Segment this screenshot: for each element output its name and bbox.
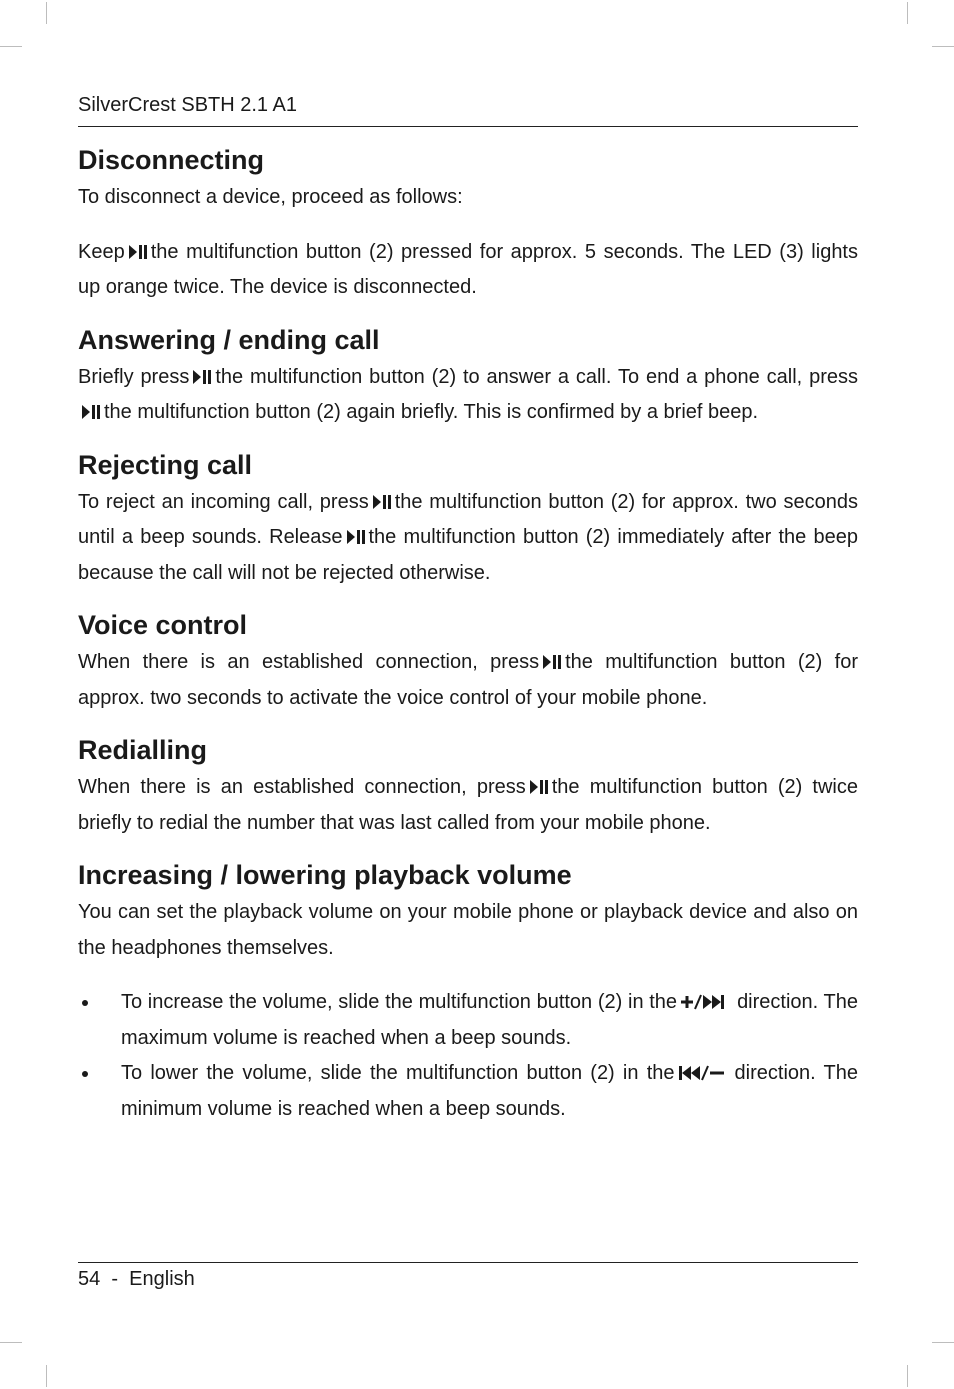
play-pause-icon [530, 779, 548, 795]
crop-mark [46, 2, 47, 24]
prev-minus-icon [679, 1065, 731, 1081]
play-pause-icon [347, 529, 365, 545]
plus-next-icon [681, 994, 733, 1010]
play-pause-icon [193, 369, 211, 385]
list-item: To increase the volume, slide the multifunction button (2) in the direction. The maximum volume is reached when a beep sounds. [78, 985, 858, 1056]
heading-volume: Increasing / lowering playback volume [78, 860, 572, 890]
page-footer: 54 - English [78, 1268, 195, 1290]
crop-mark [907, 2, 908, 24]
paragraph: You can set the playback volume on your mobile phone or playback device and also on the headphones themselves. [78, 901, 858, 959]
heading-rejecting-call: Rejecting call [78, 449, 253, 480]
play-pause-icon [373, 494, 391, 510]
footer-language: English [129, 1268, 195, 1290]
crop-mark [907, 1365, 908, 1387]
crop-mark [0, 1342, 22, 1343]
section-answering-call [78, 320, 858, 431]
crop-mark [932, 46, 954, 47]
header-divider [78, 126, 858, 127]
page-number: 54 [78, 1268, 101, 1290]
paragraph: When there is an established connection, press the multifunction button (2) for approx. two seconds to activate the voice control of your mobile phone. [78, 651, 858, 709]
bullet-dot [82, 1000, 88, 1006]
section-disconnecting [78, 140, 858, 306]
page-content [78, 140, 858, 1141]
list-item: To lower the volume, slide the multifunction button (2) in the direction. The minimum volume is reached when a beep sounds. [78, 1056, 858, 1127]
section-rejecting-call [78, 445, 858, 592]
paragraph: Briefly press the multifunction button (2) to answer a call. To end a phone call, pressthe multifunction button (2) again briefly. This is confirmed by a brief beep. [78, 365, 859, 423]
crop-mark [0, 46, 22, 47]
play-pause-icon [129, 244, 147, 260]
bullet-list [78, 985, 858, 1127]
heading-disconnecting: Disconnecting [78, 145, 265, 175]
play-pause-icon [543, 654, 561, 670]
section-redialling [78, 730, 858, 841]
running-header: SilverCrest SBTH 2.1 A1 [78, 94, 297, 116]
bullet-dot [82, 1071, 88, 1077]
play-pause-icon [82, 404, 100, 420]
section-voice-control [78, 605, 858, 716]
paragraph: When there is an established connection, press the multifunction button (2) twice briefly to redial the number that was last called from your mobile phone. [78, 776, 859, 834]
section-volume [78, 855, 858, 1127]
crop-mark [46, 1365, 47, 1387]
footer-divider [78, 1262, 858, 1263]
paragraph: To reject an incoming call, press the multifunction button (2) for approx. two seconds until a beep sounds. Release the multifunction button (2) immediately after the beep because the call will not be rejected otherwise. [78, 490, 859, 584]
paragraph: Keep the multifunction button (2) pressed for approx. 5 seconds. The LED (3) lights up orange twice. The device is disconnected. [78, 240, 858, 298]
paragraph: To disconnect a device, proceed as follows: [78, 186, 463, 208]
heading-voice-control: Voice control [78, 610, 248, 640]
crop-mark [932, 1342, 954, 1343]
heading-answering-call: Answering / ending call [78, 324, 380, 355]
heading-redialling: Redialling [78, 735, 208, 765]
